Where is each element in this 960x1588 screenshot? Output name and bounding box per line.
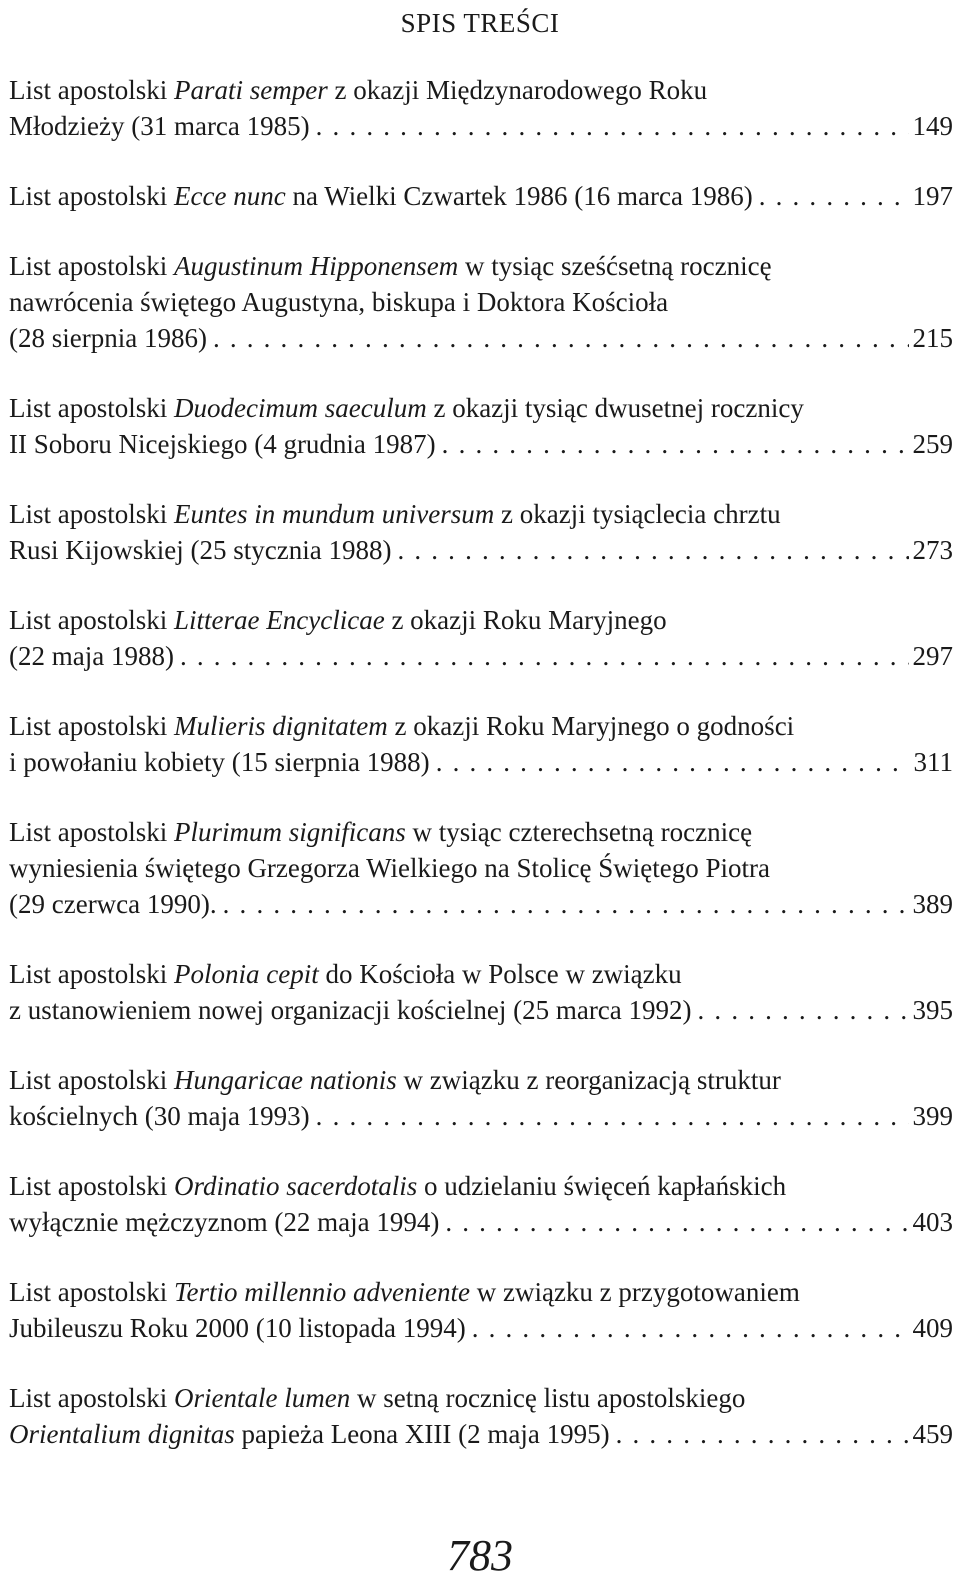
dot-leader [610, 1416, 909, 1452]
toc-entry-last-line [9, 992, 953, 1028]
dot-leader [207, 320, 909, 356]
toc-entry-last-line [9, 886, 953, 922]
toc-text: z okazji Roku Maryjnego [384, 605, 667, 635]
toc-entry-title-end [9, 992, 692, 1028]
toc-text: w setną rocznicę listu apostolskiego [350, 1383, 746, 1413]
toc-text: (28 sierpnia 1986) [9, 323, 207, 353]
toc-entry[interactable] [9, 390, 953, 462]
toc-page-number: 403 [912, 1207, 953, 1237]
toc-page-number: 395 [912, 995, 953, 1025]
toc-entry[interactable] [9, 956, 953, 1028]
toc-entry-last-line [9, 638, 953, 674]
toc-text: w tysiąc czterechsetną rocznicę [405, 817, 753, 847]
toc-entry-line [9, 1380, 953, 1416]
toc-text: List apostolski [9, 181, 175, 211]
toc-entry-last-line [9, 1310, 953, 1346]
toc-text: na Wielki Czwartek 1986 (16 marca 1986) [285, 181, 753, 211]
toc-text: z okazji Międzynarodowego Roku [327, 75, 708, 105]
toc-entry-last-line [9, 426, 953, 462]
toc-entry-last-line [9, 1098, 953, 1134]
toc-entry-line [9, 284, 953, 320]
toc-entry-title-end [9, 532, 391, 568]
toc-entry-line [9, 814, 953, 850]
document-title-italic: Orientale lumen [174, 1383, 351, 1413]
toc-text: w związku z przygotowaniem [469, 1277, 800, 1307]
document-title-italic: Litterae Encyclicae [174, 605, 385, 635]
document-title-italic: Parati semper [174, 75, 328, 105]
toc-entry-title-end [9, 108, 310, 144]
toc-entry-title-end [9, 744, 430, 780]
toc-entry-title-end [9, 886, 217, 922]
toc-entry-line [9, 1168, 953, 1204]
toc-entry-last-line [9, 744, 953, 780]
dot-leader [439, 1204, 909, 1240]
toc-entry-title-end [9, 638, 174, 674]
toc-entry[interactable] [9, 248, 953, 356]
toc-text: List apostolski [9, 1065, 175, 1095]
toc-page-number: 459 [912, 1419, 953, 1449]
document-title-italic: Mulieris dignitatem [174, 711, 388, 741]
toc-entry-line [9, 602, 953, 638]
toc-page-number: 149 [912, 111, 953, 141]
document-title-italic: Euntes in mundum universum [174, 499, 495, 529]
toc-entry-title-end [9, 1416, 610, 1452]
toc-entry-last-line [9, 178, 953, 214]
toc-entry-line [9, 390, 953, 426]
toc-entry-title-end [9, 320, 207, 356]
page-number: 783 [447, 1531, 513, 1580]
toc-text: List apostolski [9, 711, 175, 741]
toc-text: nawrócenia świętego Augustyna, biskupa i Doktora Kościoła [9, 287, 669, 317]
toc-entry-line [9, 248, 953, 284]
document-title-italic: Ordinatio sacerdotalis [174, 1171, 418, 1201]
toc-entry-title-end [9, 426, 436, 462]
toc-text: List apostolski [9, 251, 175, 281]
toc-entry[interactable] [9, 1274, 953, 1346]
document-title-italic: Polonia cepit [174, 959, 319, 989]
toc-page-number: 389 [912, 889, 953, 919]
toc-page-number: 273 [912, 535, 953, 565]
document-title-italic: Hungaricae nationis [174, 1065, 397, 1095]
dot-leader [753, 178, 909, 214]
toc-entry[interactable] [9, 178, 953, 214]
document-title-italic: Augustinum Hipponensem [174, 251, 459, 281]
document-title-italic: Tertio millennio adveniente [174, 1277, 470, 1307]
dot-leader [391, 532, 909, 568]
toc-text: Młodzieży (31 marca 1985) [9, 111, 310, 141]
toc-entry[interactable] [9, 602, 953, 674]
dot-leader [430, 744, 909, 780]
toc-entry[interactable] [9, 1380, 953, 1452]
toc-entry-line [9, 72, 953, 108]
toc-page-number: 311 [913, 747, 953, 777]
toc-text: Rusi Kijowskiej (25 stycznia 1988) [9, 535, 392, 565]
toc-entry-last-line [9, 320, 953, 356]
dot-leader [310, 108, 909, 144]
toc-text: z okazji Roku Maryjnego o godności [387, 711, 795, 741]
toc-text: kościelnych (30 maja 1993) [9, 1101, 310, 1131]
dot-leader [217, 886, 909, 922]
toc-text: z okazji tysiąclecia chrztu [494, 499, 781, 529]
toc-entry[interactable] [9, 496, 953, 568]
table-of-contents [9, 72, 953, 1486]
toc-entry-title-end [9, 1098, 310, 1134]
toc-page-number: 259 [912, 429, 953, 459]
toc-page-number: 409 [912, 1313, 953, 1343]
toc-text: z ustanowieniem nowej organizacji kościelnej (25 marca 1992) [9, 995, 692, 1025]
toc-entry-last-line [9, 108, 953, 144]
toc-entry[interactable] [9, 1062, 953, 1134]
document-title-italic: Ecce nunc [174, 181, 286, 211]
toc-page-number: 197 [912, 181, 953, 211]
toc-page-number: 297 [912, 641, 953, 671]
toc-text: List apostolski [9, 1383, 175, 1413]
toc-text: List apostolski [9, 959, 175, 989]
document-title-italic: Duodecimum saeculum [174, 393, 427, 423]
toc-entry-line [9, 1062, 953, 1098]
toc-text: papieża Leona XIII (2 maja 1995) [234, 1419, 610, 1449]
toc-text: o udzielaniu święceń kapłańskich [417, 1171, 787, 1201]
toc-entry-last-line [9, 532, 953, 568]
page-title: SPIS TREŚCI [400, 8, 560, 38]
toc-text: List apostolski [9, 1277, 175, 1307]
toc-text: w tysiąc sześćsetną rocznicę [458, 251, 772, 281]
toc-entry[interactable] [9, 72, 953, 144]
toc-entry[interactable] [9, 1168, 953, 1240]
dot-leader [436, 426, 909, 462]
toc-entry-last-line [9, 1204, 953, 1240]
toc-entry-line [9, 850, 953, 886]
toc-entry-line [9, 708, 953, 744]
dot-leader [310, 1098, 909, 1134]
document-title-italic: Plurimum significans [174, 817, 406, 847]
toc-entry[interactable] [9, 814, 953, 922]
toc-entry-last-line [9, 1416, 953, 1452]
toc-entry-title-end [9, 1204, 439, 1240]
toc-text: List apostolski [9, 393, 175, 423]
toc-text: z okazji tysiąc dwusetnej rocznicy [426, 393, 804, 423]
toc-text: List apostolski [9, 817, 175, 847]
toc-text: wyłącznie mężczyznom (22 maja 1994) [9, 1207, 440, 1237]
toc-text: List apostolski [9, 75, 175, 105]
toc-entry-title-end [9, 1310, 466, 1346]
toc-text: II Soboru Nicejskiego (4 grudnia 1987) [9, 429, 436, 459]
toc-text: w związku z reorganizacją struktur [396, 1065, 781, 1095]
toc-text: List apostolski [9, 605, 175, 635]
toc-entry-line [9, 956, 953, 992]
toc-text: (22 maja 1988) [9, 641, 174, 671]
toc-text: List apostolski [9, 499, 175, 529]
document-title-italic: Orientalium dignitas [9, 1419, 235, 1449]
toc-entry-title-end [9, 178, 753, 214]
toc-entry[interactable] [9, 708, 953, 780]
toc-text: List apostolski [9, 1171, 175, 1201]
toc-text: (29 czerwca 1990). [9, 889, 217, 919]
toc-entry-line [9, 496, 953, 532]
toc-text: wyniesienia świętego Grzegorza Wielkiego na Stolicę Świętego Piotra [9, 853, 770, 883]
toc-entry-line [9, 1274, 953, 1310]
dot-leader [692, 992, 909, 1028]
dot-leader [174, 638, 909, 674]
toc-page-number: 215 [912, 323, 953, 353]
toc-text: do Kościoła w Polsce w związku [318, 959, 682, 989]
toc-page-number: 399 [912, 1101, 953, 1131]
toc-text: i powołaniu kobiety (15 sierpnia 1988) [9, 747, 430, 777]
toc-text: Jubileuszu Roku 2000 (10 listopada 1994) [9, 1313, 466, 1343]
dot-leader [466, 1310, 909, 1346]
